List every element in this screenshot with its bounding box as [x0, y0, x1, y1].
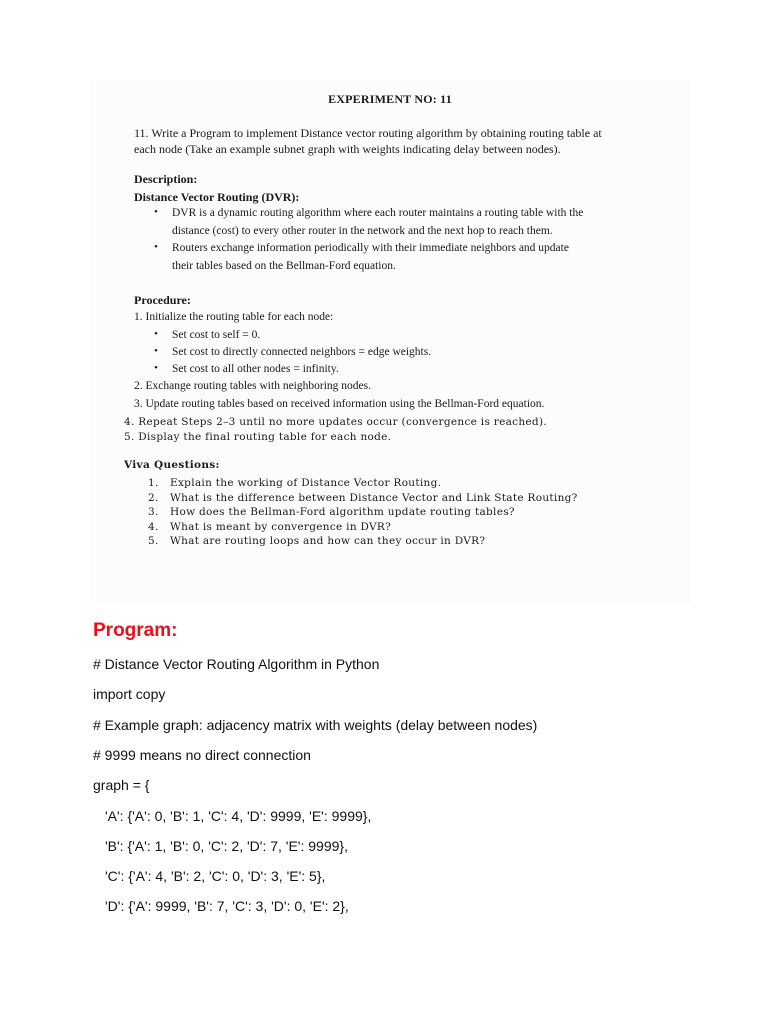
viva-question	[148, 492, 578, 504]
code-line: # Example graph: adjacency matrix with weights (delay between nodes)	[93, 716, 538, 733]
code-line: graph = {	[93, 777, 150, 794]
viva-question-number: 1.	[148, 477, 159, 489]
description-bullet-1: • DVR is a dynamic routing algorithm where each router maintains a routing table with the	[172, 207, 583, 219]
experiment-title: EXPERIMENT NO: 11	[328, 92, 452, 106]
viva-question-text: What is meant by convergence in DVR?	[170, 520, 392, 533]
viva-question-text: How does the Bellman-Ford algorithm update routing tables?	[170, 506, 515, 518]
program-heading: Program:	[93, 620, 178, 641]
viva-heading: Viva Questions:	[124, 459, 220, 471]
viva-question	[148, 506, 515, 518]
code-line: # Distance Vector Routing Algorithm in Python	[93, 656, 380, 672]
viva-question-number: 2.	[148, 491, 159, 504]
viva-question	[148, 535, 485, 547]
question-line-1: 11. Write a Program to implement Distance vector routing algorithm by obtaining routing table at	[134, 126, 602, 140]
scanned-experiment-sheet	[90, 80, 690, 605]
description-heading: Description:	[134, 172, 198, 186]
viva-question	[148, 521, 391, 533]
procedure-step-2: 2. Exchange routing tables with neighboring nodes.	[134, 380, 371, 392]
procedure-substep-3: • Set cost to all other nodes = infinity.	[172, 363, 339, 375]
description-bullet-2-cont: their tables based on the Bellman-Ford equation.	[172, 260, 396, 272]
viva-question	[148, 477, 441, 489]
code-line: 'A': {'A': 0, 'B': 1, 'C': 4, 'D': 9999, 'E': 9999},	[105, 807, 372, 824]
viva-question-number: 4.	[148, 520, 159, 533]
question-line-2: each node (Take an example subnet graph with weights indicating delay between nodes).	[134, 142, 561, 156]
viva-question-text: What is the difference between Distance Vector and Link State Routing?	[170, 491, 578, 504]
procedure-substep-2: • Set cost to directly connected neighbors = edge weights.	[172, 346, 431, 358]
code-line: 'B': {'A': 1, 'B': 0, 'C': 2, 'D': 7, 'E': 9999},	[105, 837, 348, 854]
code-line: import copy	[93, 686, 166, 703]
code-line: # 9999 means no direct connection	[93, 746, 311, 763]
viva-question-number: 3.	[148, 506, 159, 518]
procedure-step-1: 1. Initialize the routing table for each node:	[134, 311, 334, 323]
procedure-substep-1: • Set cost to self = 0.	[172, 329, 260, 341]
dvr-heading: Distance Vector Routing (DVR):	[134, 190, 300, 204]
procedure-step-4: 4. Repeat Steps 2–3 until no more updates occur (convergence is reached).	[124, 416, 547, 428]
code-line: 'D': {'A': 9999, 'B': 7, 'C': 3, 'D': 0, 'E': 2},	[105, 898, 349, 915]
viva-question-text: What are routing loops and how can they occur in DVR?	[170, 535, 486, 547]
viva-question-number: 5.	[148, 535, 159, 547]
description-bullet-2: • Routers exchange information periodically with their immediate neighbors and update	[172, 242, 569, 254]
procedure-heading: Procedure:	[134, 293, 191, 307]
procedure-step-5: 5. Display the final routing table for each node.	[124, 431, 392, 443]
procedure-step-3: 3. Update routing tables based on received information using the Bellman-Ford equation.	[134, 398, 545, 410]
viva-question-text: Explain the working of Distance Vector Routing.	[170, 477, 442, 489]
code-line: 'C': {'A': 4, 'B': 2, 'C': 0, 'D': 3, 'E': 5},	[105, 868, 326, 885]
description-bullet-1-cont: distance (cost) to every other router in the network and the next hop to reach them.	[172, 225, 553, 237]
